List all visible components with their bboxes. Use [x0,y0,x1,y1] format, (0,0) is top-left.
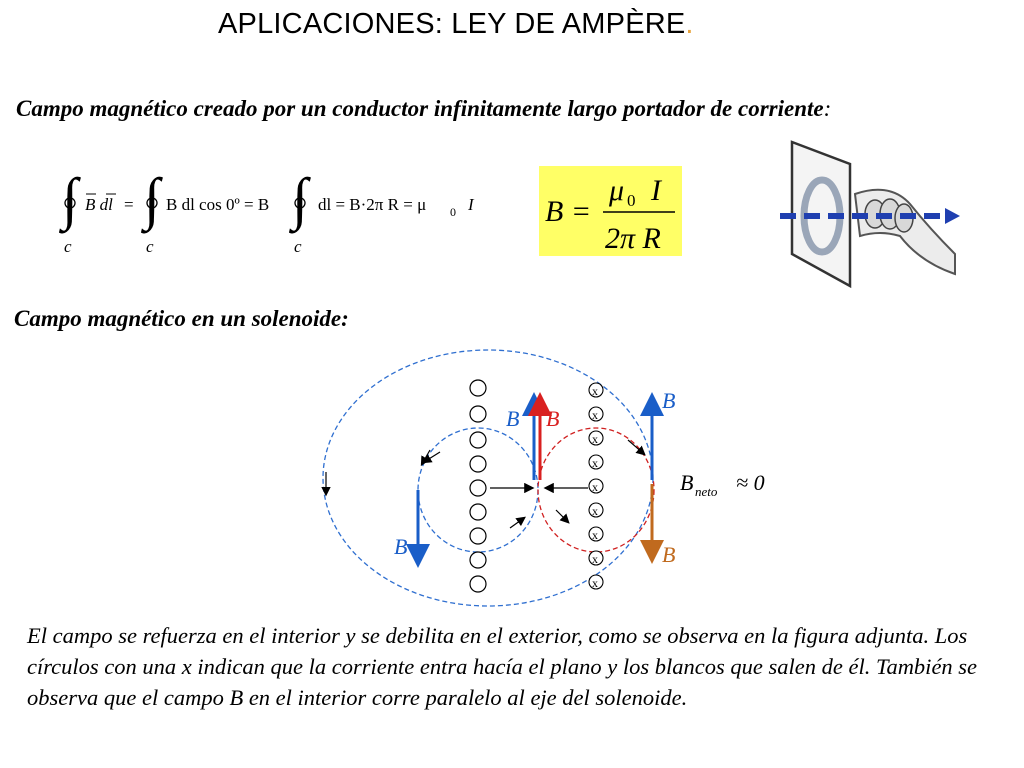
term-bdlcos: B dl cos 0º = B [166,195,270,214]
left-loop-arrow-2 [510,518,524,528]
title-text: APLICACIONES: LEY DE AMPÈRE [218,8,686,40]
current-out-circles [470,380,486,592]
term-bdl-vector: B dl [85,195,113,214]
right-loop-arrow-2 [628,440,644,454]
result-current: I [651,174,661,207]
section-heading-conductor [16,94,916,124]
right-hand-rule-illustration [780,134,960,294]
wire-out-circle [470,456,486,472]
result-denominator: 2π R [605,222,661,255]
wire-in-x: x [592,432,598,446]
label-b-inner-left: B [506,406,520,431]
wire-out-circle [470,528,486,544]
wire-in-x: x [592,552,598,566]
wire-out-circle [470,576,486,592]
current-in-circles [589,383,603,590]
wire-in-x: x [592,528,598,542]
wire-out-circle [470,504,486,520]
integral-sub-2: c [146,237,154,256]
wire-in-x: x [592,384,598,398]
left-outer-arrow [422,450,430,464]
solenoid-diagram [300,340,800,615]
section-heading-solenoid: Campo magnético en un solenoide: [14,306,349,331]
label-bneto-approx: ≈ 0 [736,470,765,495]
page-title [218,8,694,41]
result-mu: μ [609,174,625,207]
wire-in-x: x [592,504,598,518]
label-b-top-right: B [662,388,676,413]
label-b-bottom-left: B [394,534,408,559]
current-symbol: I [468,195,474,214]
right-loop-arrow-1 [556,510,568,522]
equals-1: = [124,195,134,214]
integral-sub-3: c [294,237,302,256]
explanation-paragraph: El campo se refuerza en el interior y se debilita en el exterior, como se observa en la figura adjunta. Los círculos con una x indican que la corriente entra hacía el plano y los blancos que salen de él. También se observa que el campo B en el interior corre paralelo al eje del solenoide. [27,623,978,710]
outer-field-line [323,350,653,606]
current-arrow-head [945,208,960,224]
heading-conductor-colon: : [823,96,832,121]
result-formula-box [539,166,682,256]
wire-out-circle [470,380,486,396]
wire-out-circle [470,480,486,496]
result-formula [539,166,682,256]
wire-out-circle [470,432,486,448]
label-bneto: B [680,470,694,495]
integral-sign-3: ∫ [292,170,308,231]
title-dot: . [685,8,694,40]
ampere-law-equation [56,170,496,260]
label-b-inner-right: B [546,406,560,431]
heading-conductor-text: Campo magnético creado por un conductor infinitamente largo portador de corriente [16,96,824,121]
label-bneto-sub: neto [695,484,718,499]
integral-sign-1: ∫ [62,170,78,231]
label-b-bottom-right: B [662,542,676,567]
wire-in-x: x [592,456,598,470]
wire-out-circle [470,552,486,568]
result-mu-sub: 0 [627,191,636,210]
wire-in-x: x [592,480,598,494]
mu-subscript: 0 [450,205,456,219]
term-dl-result: dl = B·2π R = μ [318,195,427,214]
result-lhs: B = [545,195,592,228]
wire-out-circle [470,406,486,422]
integral-sign-2: ∫ [144,170,160,231]
wire-in-x: x [592,408,598,422]
integral-sub-1: c [64,237,72,256]
wire-in-x: x [592,576,598,590]
